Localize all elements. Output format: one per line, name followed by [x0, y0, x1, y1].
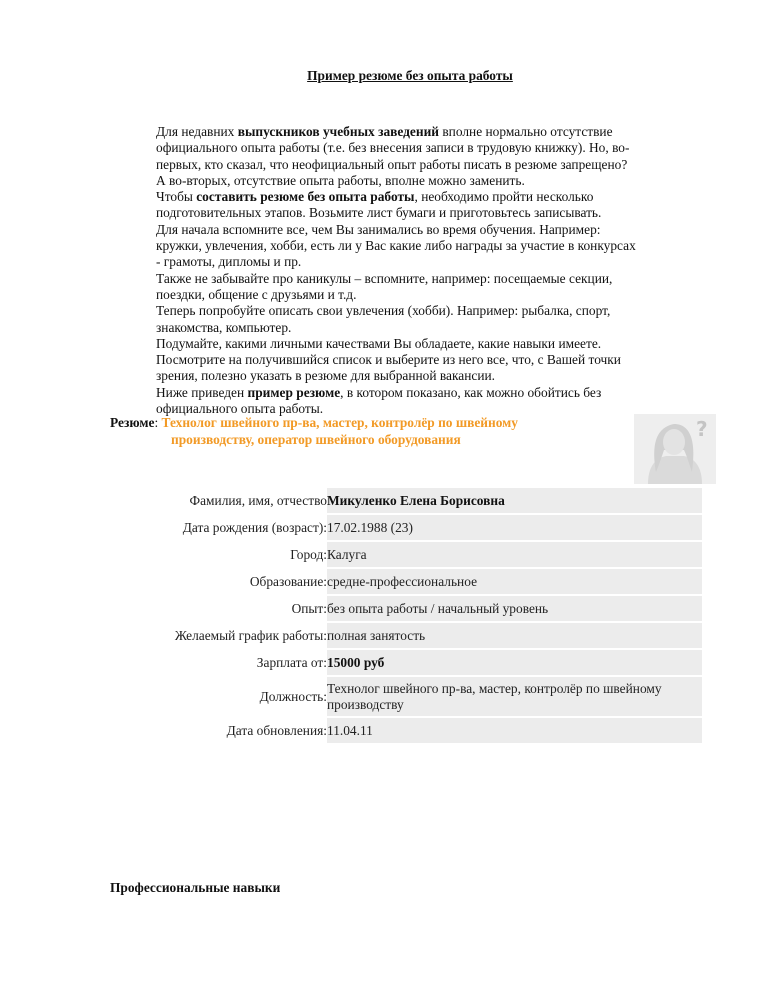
paragraph-line: [156, 271, 716, 287]
resume-field-value: без опыта работы / начальный уровень: [327, 596, 702, 621]
bold-text-segment: составить резюме без опыта работы: [196, 189, 415, 205]
resume-info-row: [110, 488, 702, 513]
svg-text:?: ?: [696, 417, 708, 441]
resume-field-value: Микуленко Елена Борисовна: [327, 488, 702, 513]
text-segment: знакомства, компьютер.: [156, 319, 292, 335]
skills-heading: Профессиональные навыки: [110, 880, 281, 895]
resume-field-label: Должность:: [259, 688, 327, 704]
text-segment: Чтобы: [156, 189, 197, 205]
resume-field-value: 17.02.1988 (23): [327, 515, 702, 540]
paragraph-line: [156, 368, 716, 384]
text-segment: первых, кто сказал, что неофициальный опыт работы писать в резюме запрещено?: [156, 156, 628, 172]
paragraph-line: [156, 352, 716, 368]
text-segment: подготовительных этапов. Возьмите лист бумаги и приготовьтесь записывать.: [156, 205, 602, 221]
paragraph-line: [156, 173, 716, 189]
paragraph-line: [156, 336, 716, 352]
resume-field-label: Дата обновления:: [226, 722, 327, 738]
resume-field-value: Калуга: [327, 542, 702, 567]
resume-field-value: Технолог швейного пр-ва, мастер, контролёр по швейному производству: [327, 677, 702, 716]
resume-field-label: Дата рождения (возраст):: [182, 519, 327, 535]
resume-field-value: 15000 руб: [327, 650, 702, 675]
resume-colon: :: [154, 415, 162, 430]
text-segment: Подумайте, какими личными качествами Вы обладаете, какие навыки имеете.: [156, 335, 602, 351]
text-segment: официального опыта работы.: [156, 401, 324, 417]
resume-field-label: Зарплата от:: [256, 654, 327, 670]
paragraph-line: [156, 124, 716, 140]
resume-info-row: [110, 542, 702, 567]
document-title: Пример резюме без опыта работы: [307, 68, 513, 83]
resume-field-label: Опыт:: [291, 600, 327, 616]
text-segment: кружки, увлечения, хобби, есть ли у Вас какие либо награды за участие в конкурсах: [156, 238, 636, 254]
avatar-placeholder-icon: [634, 414, 716, 484]
resume-field-value: 11.04.11: [327, 718, 702, 743]
text-segment: Также не забывайте про каникулы – вспомните, например: посещаемые секции,: [156, 270, 613, 286]
paragraph-line: [156, 222, 716, 238]
resume-info-row: [110, 569, 702, 594]
resume-header: [110, 415, 630, 448]
text-segment: зрения, полезно указать в резюме для выбранной вакансии.: [156, 368, 496, 384]
resume-label: Резюме: [110, 415, 155, 430]
paragraph-line: [156, 205, 716, 221]
paragraph-line: [156, 320, 716, 336]
text-segment: вполне нормально отсутствие: [439, 124, 613, 139]
resume-field-label: Город:: [290, 546, 327, 562]
resume-field-label: Образование:: [249, 573, 327, 589]
resume-info-row: [110, 623, 702, 648]
position-title-line2: производству, оператор швейного оборудования: [171, 431, 461, 447]
paragraph-line: [156, 140, 716, 156]
text-segment: , в котором показано, как можно обойтись без: [340, 384, 602, 400]
text-segment: - грамоты, дипломы и пр.: [156, 254, 302, 270]
paragraph-line: [156, 303, 716, 319]
resume-info-row: [110, 515, 702, 540]
text-segment: Теперь попробуйте описать свои увлечения (хобби). Например: рыбалка, спорт,: [156, 303, 611, 319]
resume-info-row: [110, 596, 702, 621]
resume-info-table: [110, 486, 702, 745]
paragraph-line: [156, 385, 716, 401]
resume-field-value: средне-профессиональное: [327, 569, 702, 594]
text-segment: поездки, общение с друзьями и т.д.: [156, 286, 357, 302]
paragraph-line: [156, 189, 716, 205]
bold-text-segment: пример резюме: [247, 384, 341, 400]
paragraph-line: [156, 254, 716, 270]
resume-field-label: Фамилия, имя, отчество: [189, 492, 327, 508]
resume-info-row: [110, 677, 702, 716]
text-segment: официального опыта работы (т.е. без внесения записи в трудовую книжку). Но, во-: [156, 140, 630, 156]
resume-field-label: Желаемый график работы:: [174, 627, 327, 643]
resume-field-value: полная занятость: [327, 623, 702, 648]
text-segment: А во-вторых, отсутствие опыта работы, вполне можно заменить.: [156, 172, 525, 188]
text-segment: Посмотрите на получившийся список и выберите из него все, что, с Вашей точки: [156, 352, 621, 368]
resume-info-row: [110, 718, 702, 743]
text-segment: Для недавних: [156, 124, 238, 139]
text-segment: Ниже приведен: [156, 384, 248, 400]
intro-paragraph: [156, 124, 716, 417]
position-title-line1: Технолог швейного пр-ва, мастер, контролёр по швейному: [161, 415, 518, 430]
bold-text-segment: выпускников учебных заведений: [237, 124, 440, 139]
resume-info-row: [110, 650, 702, 675]
text-segment: Для начала вспомните все, чем Вы занимались во время обучения. Например:: [156, 221, 601, 237]
paragraph-line: [156, 238, 716, 254]
paragraph-line: [156, 157, 716, 173]
text-segment: , необходимо пройти несколько: [414, 189, 594, 205]
paragraph-line: [156, 287, 716, 303]
